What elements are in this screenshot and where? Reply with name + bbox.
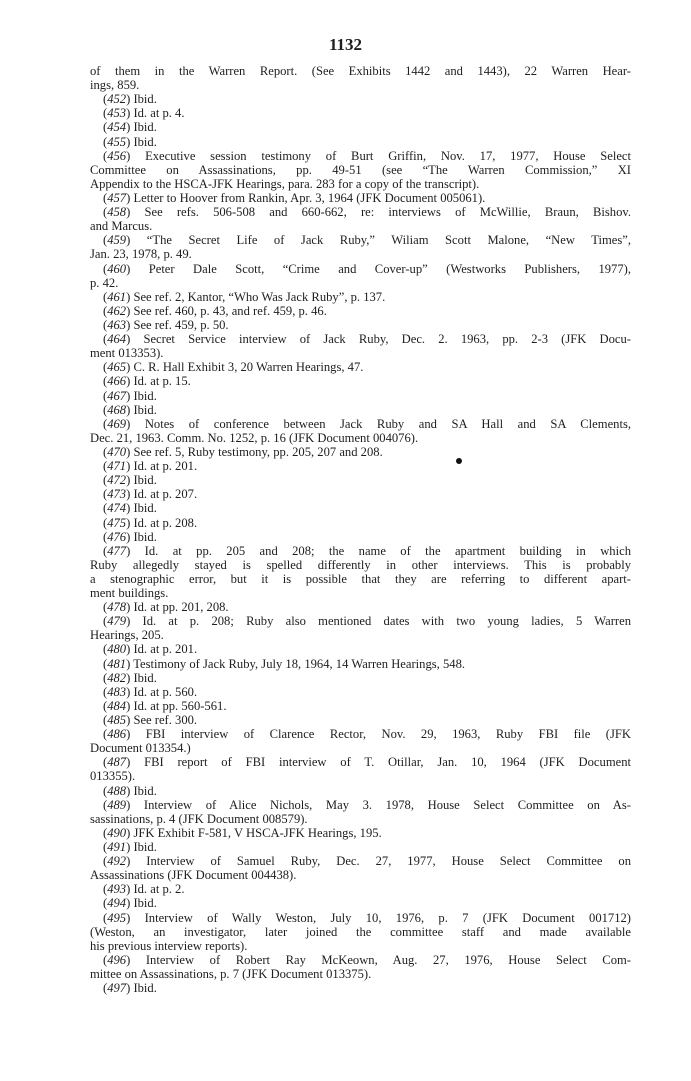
text-line: (471) Id. at p. 201. <box>103 459 198 474</box>
footnote-number: 476 <box>107 529 127 544</box>
footnote <box>90 840 631 854</box>
footnote <box>90 713 631 727</box>
text-line: (455) Ibid. <box>103 134 157 149</box>
footnote-text: Id. at pp. 201, 208. <box>133 600 229 615</box>
text-line: (485) See ref. 300. <box>103 713 198 728</box>
footnote-text: FBI report of FBI interview of T. Otillar, Jan. 10, 1964 (JFK Document <box>144 755 631 770</box>
text-line: (462) See ref. 460, p. 43, and ref. 459, p. 46. <box>103 303 327 318</box>
footnote <box>90 233 631 261</box>
footnote <box>90 530 631 544</box>
footnote <box>90 685 631 699</box>
text-line: (458) See refs. 506-508 and 660-662, re: interviews of McWillie, Braun, Bishov. <box>103 205 631 220</box>
text-line: (475) Id. at p. 208. <box>103 515 198 530</box>
text-line: of them in the Warren Report. (See Exhibits 1442 and 1443), 22 Warren Hear- <box>90 64 631 78</box>
text-line: sassinations, p. 4 (JFK Document 008579). <box>90 811 308 826</box>
text-line: (486) FBI interview of Clarence Rector, Nov. 29, 1963, Ruby FBI file (JFK <box>103 727 631 742</box>
footnote-number: 491 <box>107 840 127 855</box>
footnote-number: 496 <box>107 952 127 967</box>
footnote <box>90 798 631 826</box>
footnote <box>90 290 631 304</box>
footnote-number: 490 <box>107 825 127 840</box>
text-line: 013355). <box>90 769 136 784</box>
footnote <box>90 106 631 120</box>
text-line: p. 42. <box>90 275 119 290</box>
footnotes-list <box>90 64 631 995</box>
footnote-number: 467 <box>107 388 127 403</box>
footnote-text: Ibid. <box>133 840 157 855</box>
footnote-text: Ibid. <box>133 783 157 798</box>
text-line: (467) Ibid. <box>103 388 157 403</box>
footnote-text: Id. at p. 201. <box>133 459 198 474</box>
footnote <box>90 953 631 981</box>
text-line: (461) See ref. 2, Kantor, “Who Was Jack Ruby”, p. 137. <box>103 289 386 304</box>
footnote-text: Ibid. <box>133 896 157 911</box>
footnote-number: 462 <box>107 303 127 318</box>
text-line: (478) Id. at pp. 201, 208. <box>103 600 229 615</box>
text-line: (492) Interview of Samuel Ruby, Dec. 27, 1977, House Select Committee on <box>103 854 631 869</box>
text-line: (497) Ibid. <box>103 981 157 996</box>
footnote <box>90 501 631 515</box>
footnote-text: C. R. Hall Exhibit 3, 20 Warren Hearings, 47. <box>133 360 364 375</box>
text-line: (Weston, an investigator, later joined the committee staff and made available <box>90 924 631 939</box>
footnote-text: See ref. 460, p. 43, and ref. 459, p. 46. <box>133 303 327 318</box>
footnote <box>90 262 631 290</box>
text-line: (491) Ibid. <box>103 840 157 855</box>
footnote-number: 478 <box>107 600 127 615</box>
footnote-number: 475 <box>107 515 127 530</box>
footnote-number: 482 <box>107 670 127 685</box>
text-line: (469) Notes of conference between Jack Ruby and SA Hall and SA Clements, <box>103 416 631 431</box>
text-line: (473) Id. at p. 207. <box>103 487 198 502</box>
footnote-number: 470 <box>107 444 127 459</box>
text-line: (483) Id. at p. 560. <box>103 684 198 699</box>
footnote-text: Id. at p. 207. <box>133 487 198 502</box>
text-line: (470) See ref. 5, Ruby testimony, pp. 205, 207 and 208. <box>103 444 383 459</box>
footnote-text: Ibid. <box>133 670 157 685</box>
text-line: (484) Id. at pp. 560-561. <box>103 698 227 713</box>
footnote-number: 472 <box>107 473 127 488</box>
footnote-text: Id. at p. 560. <box>133 684 198 699</box>
text-line: his previous interview reports). <box>90 938 248 953</box>
footnote-text: Testimony of Jack Ruby, July 18, 1964, 14 Warren Hearings, 548. <box>133 656 466 671</box>
text-line: (490) JFK Exhibit F-581, V HSCA-JFK Hearings, 195. <box>103 825 382 840</box>
footnote-text: Ibid. <box>133 501 157 516</box>
footnote-number: 463 <box>107 317 127 332</box>
footnote-number: 452 <box>107 92 127 107</box>
footnote <box>90 360 631 374</box>
footnote <box>90 304 631 318</box>
footnote <box>90 755 631 783</box>
footnote-text: Interview of Wally Weston, July 10, 1976, p. 7 (JFK Document 001712) <box>144 910 631 925</box>
footnote-text: Id. at p. 201. <box>133 642 198 657</box>
footnote <box>90 784 631 798</box>
footnote-number: 453 <box>107 106 127 121</box>
footnote <box>90 854 631 882</box>
footnote <box>90 487 631 501</box>
footnote-number: 497 <box>107 981 127 996</box>
text-line: (463) See ref. 459, p. 50. <box>103 317 229 332</box>
footnote <box>90 149 631 191</box>
text-line: (479) Id. at p. 208; Ruby also mentioned dates with two young ladies, 5 Warren <box>103 614 631 629</box>
footnote <box>90 699 631 713</box>
footnote <box>90 459 631 473</box>
text-line: and Marcus. <box>90 219 153 234</box>
text-line: (480) Id. at p. 201. <box>103 642 198 657</box>
footnote <box>90 135 631 149</box>
footnote <box>90 403 631 417</box>
footnote <box>90 882 631 896</box>
footnote <box>90 191 631 205</box>
footnote-number: 489 <box>107 797 127 812</box>
footnote-text: See ref. 2, Kantor, “Who Was Jack Ruby”, p. 137. <box>133 289 386 304</box>
footnote-text: “The Secret Life of Jack Ruby,” Wiliam Scott Malone, “New Times”, <box>146 233 631 248</box>
text-line: (472) Ibid. <box>103 473 157 488</box>
footnote-number: 466 <box>107 374 127 389</box>
footnote-number: 477 <box>107 543 127 558</box>
footnote-number: 483 <box>107 684 127 699</box>
text-line: Hearings, 205. <box>90 628 164 643</box>
footnote-number: 484 <box>107 698 127 713</box>
text-line: ment buildings. <box>90 586 169 601</box>
footnote-text: Ibid. <box>133 529 157 544</box>
footnote <box>90 516 631 530</box>
text-line: (487) FBI report of FBI interview of T. Otillar, Jan. 10, 1964 (JFK Document <box>103 755 631 770</box>
footnote <box>90 120 631 134</box>
text-line: (468) Ibid. <box>103 402 157 417</box>
footnote-number: 473 <box>107 487 127 502</box>
text-line: mittee on Assassinations, p. 7 (JFK Document 013375). <box>90 967 372 981</box>
footnote <box>90 374 631 388</box>
footnote <box>90 544 631 600</box>
footnote <box>90 445 631 459</box>
footnote-text: Interview of Alice Nichols, May 3. 1978, House Select Committee on As- <box>143 797 631 812</box>
footnote-number: 457 <box>107 190 127 205</box>
footnote-text: Interview of Samuel Ruby, Dec. 27, 1977, House Select Committee on <box>146 854 631 869</box>
page-number: 1132 <box>328 35 363 54</box>
text-line: (481) Testimony of Jack Ruby, July 18, 1964, 14 Warren Hearings, 548. <box>103 656 466 671</box>
footnote <box>90 92 631 106</box>
continuation-paragraph <box>90 64 631 92</box>
text-line: (482) Ibid. <box>103 670 157 685</box>
footnote-number: 480 <box>107 642 127 657</box>
footnote-text: Executive session testimony of Burt Griffin, Nov. 17, 1977, House Select <box>145 148 631 163</box>
footnote-number: 486 <box>107 727 127 742</box>
text-line: Committee on Assassinations, pp. 49-51 (see “The Warren Commission,” XI <box>90 162 631 177</box>
text-line: (452) Ibid. <box>103 92 157 107</box>
text-line: (456) Executive session testimony of Burt Griffin, Nov. 17, 1977, House Select <box>103 148 631 163</box>
footnote <box>90 417 631 445</box>
text-line: (489) Interview of Alice Nichols, May 3. 1978, House Select Committee on As- <box>103 797 631 812</box>
text-line: Ruby allegedly stayed is spelled differently in other interviews. This is probably <box>90 557 631 572</box>
footnote <box>90 642 631 656</box>
footnote-text: Ibid. <box>133 981 157 996</box>
footnote <box>90 318 631 332</box>
footnote-text: Id. at p. 15. <box>133 374 191 389</box>
footnote-number: 456 <box>107 148 127 163</box>
footnote-text: Ibid. <box>133 134 157 149</box>
footnote <box>90 896 631 910</box>
text-line: (488) Ibid. <box>103 783 157 798</box>
footnote-number: 455 <box>107 134 127 149</box>
footnote <box>90 911 631 953</box>
footnote-text: Id. at p. 2. <box>133 882 185 897</box>
footnote-text: Peter Dale Scott, “Crime and Cover-up” (Westworks Publishers, 1977), <box>148 261 631 276</box>
footnote-number: 474 <box>107 501 127 516</box>
ink-spot <box>456 458 462 464</box>
footnote-text: Interview of Robert Ray McKeown, Aug. 27, 1976, House Select Com- <box>145 952 631 967</box>
footnote-text: Id. at p. 4. <box>133 106 185 121</box>
footnote-text: Id. at pp. 205 and 208; the name of the apartment building in which <box>144 543 631 558</box>
text-line: (453) Id. at p. 4. <box>103 106 185 121</box>
footnote-number: 454 <box>107 120 127 135</box>
footnote-number: 492 <box>107 854 127 869</box>
footnote-text: Ibid. <box>133 402 157 417</box>
footnote <box>90 727 631 755</box>
text-line: (476) Ibid. <box>103 529 157 544</box>
text-line: Document 013354.) <box>90 741 191 756</box>
text-line: (459) “The Secret Life of Jack Ruby,” Wiliam Scott Malone, “New Times”, <box>103 233 631 248</box>
text-line: ment 013353). <box>90 346 164 361</box>
text-line: (457) Letter to Hoover from Rankin, Apr. 3, 1964 (JFK Document 005061). <box>103 190 486 205</box>
footnote-number: 461 <box>107 289 127 304</box>
footnote-text: Id. at pp. 560-561. <box>133 698 227 713</box>
footnote-text: See ref. 459, p. 50. <box>133 317 229 332</box>
footnote <box>90 600 631 614</box>
footnote-text: See refs. 506-508 and 660-662, re: interviews of McWillie, Braun, Bishov. <box>144 205 631 220</box>
text-line: (474) Ibid. <box>103 501 157 516</box>
footnote-text: Id. at p. 208. <box>133 515 198 530</box>
footnote-number: 459 <box>107 233 127 248</box>
text-line: (477) Id. at pp. 205 and 208; the name of the apartment building in which <box>103 543 631 558</box>
footnote-text: Ibid. <box>133 388 157 403</box>
text-line: (466) Id. at p. 15. <box>103 374 191 389</box>
text-line: (465) C. R. Hall Exhibit 3, 20 Warren Hearings, 47. <box>103 360 364 375</box>
footnote-text: JFK Exhibit F-581, V HSCA-JFK Hearings, 195. <box>133 825 382 840</box>
text-line: a stenographic error, but it is possible that they are referring to different apart- <box>90 571 631 586</box>
footnote-number: 485 <box>107 713 127 728</box>
footnote-text: Ibid. <box>133 473 157 488</box>
footnote-number: 493 <box>107 882 127 897</box>
text-line: (460) Peter Dale Scott, “Crime and Cover-up” (Westworks Publishers, 1977), <box>103 261 631 276</box>
footnote-number: 481 <box>107 656 127 671</box>
text-line: (495) Interview of Wally Weston, July 10, 1976, p. 7 (JFK Document 001712) <box>103 910 631 925</box>
footnote-text: See ref. 300. <box>133 713 198 728</box>
footnote-number: 460 <box>107 261 127 276</box>
footnote <box>90 657 631 671</box>
footnote-number: 464 <box>107 332 127 347</box>
footnote <box>90 614 631 642</box>
footnote-text: Ibid. <box>133 92 157 107</box>
footnote <box>90 473 631 487</box>
text-line: (493) Id. at p. 2. <box>103 882 185 897</box>
footnote-number: 458 <box>107 205 127 220</box>
text-line: Assassinations (JFK Document 004438). <box>90 868 297 883</box>
footnote-text: See ref. 5, Ruby testimony, pp. 205, 207 and 208. <box>133 444 383 459</box>
text-line: (494) Ibid. <box>103 896 157 911</box>
footnote-text: Secret Service interview of Jack Ruby, Dec. 2. 1963, pp. 2-3 (JFK Docu- <box>143 332 631 347</box>
text-line: ings, 859. <box>90 78 140 93</box>
footnote-number: 495 <box>107 910 127 925</box>
footnote <box>90 389 631 403</box>
footnote <box>90 826 631 840</box>
footnote-number: 468 <box>107 402 127 417</box>
footnote <box>90 981 631 995</box>
footnote-number: 465 <box>107 360 127 375</box>
footnote <box>90 205 631 233</box>
footnote <box>90 332 631 360</box>
footnote-number: 469 <box>107 416 127 431</box>
footnote <box>90 671 631 685</box>
footnote-number: 494 <box>107 896 127 911</box>
text-line: Appendix to the HSCA-JFK Hearings, para. 283 for a copy of the transcript). <box>90 176 480 191</box>
text-line: (454) Ibid. <box>103 120 157 135</box>
footnote-text: Letter to Hoover from Rankin, Apr. 3, 1964 (JFK Document 005061). <box>133 190 486 205</box>
text-line: Dec. 21, 1963. Comm. No. 1252, p. 16 (JFK Document 004076). <box>90 430 419 445</box>
footnote-number: 488 <box>107 783 127 798</box>
footnote-text: Ibid. <box>133 120 157 135</box>
footnote-number: 479 <box>107 614 127 629</box>
footnote-text: FBI interview of Clarence Rector, Nov. 29, 1963, Ruby FBI file (JFK <box>145 727 631 742</box>
footnote-number: 487 <box>107 755 127 770</box>
text-line: Jan. 23, 1978, p. 49. <box>90 247 192 262</box>
footnote-text: Id. at p. 208; Ruby also mentioned dates with two young ladies, 5 Warren <box>142 614 631 629</box>
footnote-text: Notes of conference between Jack Ruby and SA Hall and SA Clements, <box>144 416 631 431</box>
footnote-number: 471 <box>107 459 127 474</box>
text-line: (464) Secret Service interview of Jack Ruby, Dec. 2. 1963, pp. 2-3 (JFK Docu- <box>103 332 631 347</box>
text-line: (496) Interview of Robert Ray McKeown, Aug. 27, 1976, House Select Com- <box>103 952 631 967</box>
